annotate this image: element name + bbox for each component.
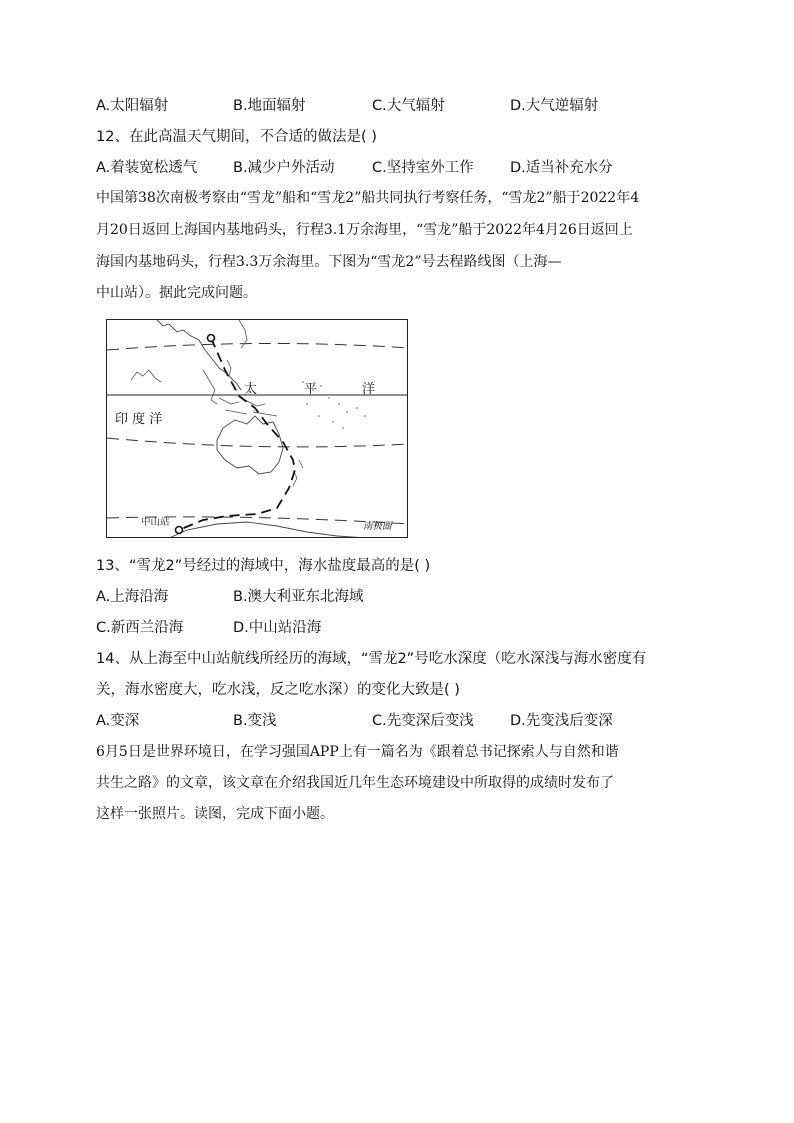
q12-option-d[interactable]: D.适当补充水分 xyxy=(510,160,613,176)
australia-outline xyxy=(217,416,283,474)
zhongshan-marker xyxy=(176,527,183,534)
q11-option-d[interactable]: D.大气逆辐射 xyxy=(510,98,599,114)
passage1-line-4: 中山站）。据此完成问题。 xyxy=(96,285,257,301)
passage2-line-3: 这样一张照片。读图，完成下面小题。 xyxy=(96,806,334,822)
passage1-line-2: 月20日返回上海国内基地码头，行程3.1万余海里，“雪龙”船于2022年4月26日返回上 xyxy=(96,222,633,238)
q12-option-a[interactable]: A.着装宽松透气 xyxy=(96,160,198,176)
q11-option-a[interactable]: A.太阳辐射 xyxy=(96,98,169,114)
antarctica-coast xyxy=(167,522,367,538)
q14-option-a[interactable]: A.变深 xyxy=(96,713,140,729)
indochina-coast xyxy=(203,370,217,404)
pacific-label-2: 平 xyxy=(304,382,318,397)
q12-option-c[interactable]: C.坚持室外工作 xyxy=(372,160,474,176)
indian-ocean-label: 印 度 洋 xyxy=(115,412,163,427)
q14-option-c[interactable]: C.先变深后变浅 xyxy=(372,713,474,729)
q13-option-d[interactable]: D.中山站沿海 xyxy=(233,620,322,636)
q14-option-b[interactable]: B.变浅 xyxy=(233,713,277,729)
q14-stem-line-1: 14、从上海至中山站航线所经历的海域，“雪龙2”号吃水深度（吃水深浅与海水密度有 xyxy=(96,651,647,667)
q13-option-a[interactable]: A.上海沿海 xyxy=(96,589,169,605)
q14-option-d[interactable]: D.先变浅后变深 xyxy=(510,713,613,729)
q13-stem: 13、“雪龙2”号经过的海域中，海水盐度最高的是( ) xyxy=(96,558,431,574)
shanghai-marker xyxy=(208,335,215,342)
tropic-cancer-line xyxy=(107,343,408,350)
q14-stem-line-2: 关，海水密度大，吃水浅，反之吃水深）的变化大致是( ) xyxy=(96,682,460,698)
tropic-capricorn-line xyxy=(107,438,408,447)
passage2-line-1: 6月5日是世界环境日，在学习强国APP上有一篇名为《跟着总书记探索人与自然和谐 xyxy=(96,744,619,760)
q12-option-b[interactable]: B.减少户外活动 xyxy=(233,160,335,176)
antarctic-circle-label: 南极圈 xyxy=(363,521,392,532)
q11-option-b[interactable]: B.地面辐射 xyxy=(233,98,306,114)
q13-option-c[interactable]: C.新西兰沿海 xyxy=(96,620,184,636)
q12-stem: 12、在此高温天气期间，不合适的做法是( ) xyxy=(96,129,377,145)
q11-option-c[interactable]: C.大气辐射 xyxy=(372,98,445,114)
route-map xyxy=(106,319,408,538)
q13-option-b[interactable]: B.澳大利亚东北海域 xyxy=(233,589,364,605)
asia-coast xyxy=(157,320,241,390)
india-coast xyxy=(131,370,161,382)
pacific-label-1: 太 xyxy=(244,382,258,397)
passage1-line-3: 海国内基地码头，行程3.3万余海里。下图为“雪龙2”号去程路线图（上海— xyxy=(96,254,562,270)
passage1-line-1: 中国第38次南极考察由“雪龙”船和“雪龙2”船共同执行考察任务，“雪龙2”船于2022年4 xyxy=(96,190,640,206)
passage2-line-2: 共生之路》的文章，该文章在介绍我国近几年生态环境建设中所取得的成绩时发布了 xyxy=(96,775,614,791)
route-map-drawing xyxy=(107,320,408,538)
pacific-label-3: 洋 xyxy=(362,382,376,397)
zhongshan-station-label: 中山站 xyxy=(141,517,170,528)
route-line xyxy=(179,338,295,530)
